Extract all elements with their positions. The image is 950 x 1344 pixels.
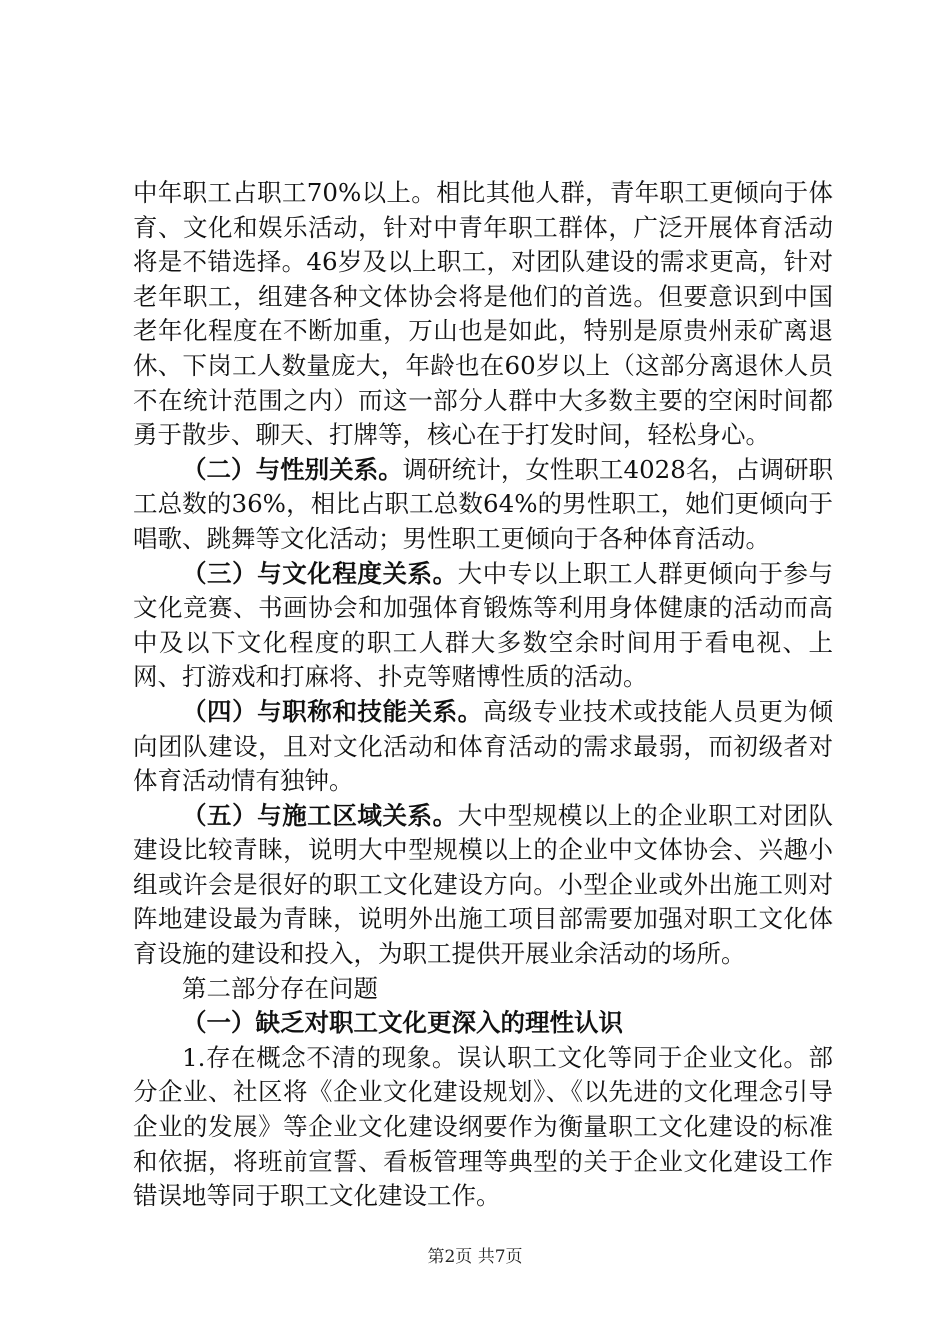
part-heading: 第二部分存在问题 (182, 973, 378, 1003)
paragraph-text: 大中专以上职工人群更倾向于参与文化竞赛、书画协会和加强体育锻炼等利用身体健康的活动而高中及以下文化程度的职工人群大多数空余时间用于看电视、上网、打游戏和打麻将、扑克等赌博性质的活动。 (133, 558, 834, 692)
paragraph-lead: （五）与施工区域关系。 (182, 800, 458, 830)
paragraph-text: 大中型规模以上的企业职工对团队建设比较青睐，说明大中型规模以上的企业中文体协会、兴趣小组或许会是很好的职工文化建设方向。小型企业或外出施工则对阵地建设最为青睐，说明外出施工项目部需要加强对职工文化体育设施的建设和投入，为职工提供开展业余活动的场所。 (133, 800, 834, 969)
section-heading: （一）缺乏对职工文化更深入的理性认识 (182, 1008, 623, 1038)
paragraph-age-continued (133, 176, 833, 453)
paragraph-education (133, 557, 833, 695)
item-paragraph: 1.存在概念不清的现象。误认职工文化等同于企业文化。部分企业、社区将《企业文化建设规划》、《以先进的文化理念引导企业的发展》等企业文化建设纲要作为衡量职工文化建设的标准和依据，将班前宣誓、看板管理等典型的关于企业文化建设工作错误地等同于职工文化建设工作。 (133, 1042, 833, 1211)
paragraph-title-skill (133, 695, 833, 799)
paragraph-construction-area (133, 799, 833, 972)
paragraph-text: 中年职工占职工70%以上。相比其他人群，青年职工更倾向于体育、文化和娱乐活动，针对中青年职工群体，广泛开展体育活动将是不错选择。46岁及以上职工，对团队建设的需求更高，针对老年职工，组建各种文体协会将是他们的首选。但要意识到中国老年化程度在不断加重，万山也是如此，特别是原贵州汞矿离退休、下岗工人数量庞大，年龄也在60岁以上（这部分离退休人员不在统计范围之内）而这一部分人群中大多数主要的空闲时间都勇于散步、聊天、打牌等，核心在于打发时间，轻松身心。 (133, 178, 833, 450)
paragraph-lead: （二）与性别关系。 (182, 454, 403, 484)
paragraph-text: 调研统计，女性职工4028名，占调研职工总数的36%，相比占职工总数64%的男性职工，她们更倾向于唱歌、跳舞等文化活动；男性职工更倾向于各种体育活动。 (133, 454, 833, 553)
paragraph-text: 高级专业技术或技能人员更为倾向团队建设，且对文化活动和体育活动的需求最弱，而初级者对体育活动情有独钟。 (133, 696, 833, 796)
paragraph-lead: （四）与职称和技能关系。 (182, 696, 483, 726)
page-footer: 第2页 共7页 (427, 1247, 523, 1267)
paragraph-lead: （三）与文化程度关系。 (182, 558, 458, 588)
paragraph-gender (133, 453, 833, 557)
document-body (133, 176, 833, 1214)
